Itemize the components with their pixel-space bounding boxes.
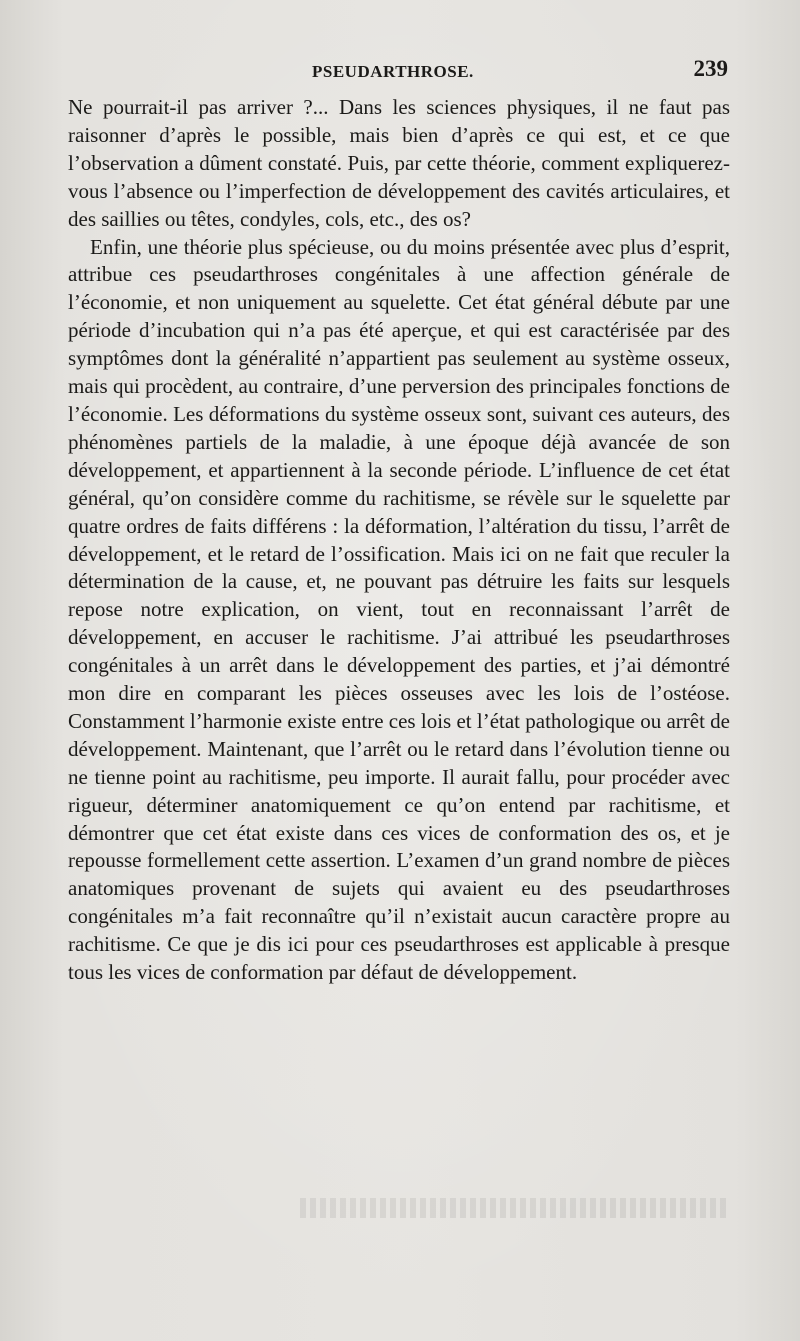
body-text [68, 94, 730, 987]
paragraph-continuation: Ne pourrait-il pas arriver ?... Dans les sciences physiques, il ne faut pas raisonner d’après le possible, mais bien d’après ce qui est, et ce que l’observation a dûment constaté. Puis, par cette théorie, comment expliquerez-vous l’absence ou l’imperfection de développement des cavités articulaires, et des saillies ou têtes, condyles, cols, etc., des os? [68, 95, 730, 231]
page-number: 239 [693, 56, 728, 81]
show-through-text [300, 1198, 730, 1218]
paragraph-theory-rachitisme: Enfin, une théorie plus spécieuse, ou du moins présentée avec plus d’esprit, attribue ces pseudarthroses congénitales à une affection générale de l’économie, et non uniquement au squelette. Cet état général débute par une période d’incubation qui n’a pas été aperçue, et qui est caractérisée par des symptômes dont la généralité n’appartient pas seulement au système osseux, mais qui procèdent, au contraire, d’une perversion des principales fonctions de l’économie. Les déformations du système osseux sont, suivant ces auteurs, des phénomènes partiels de la maladie, à une époque déjà avancée de son développement, et appartiennent à la seconde période. L’influence de cet état général, qu’on considère comme du rachitisme, se révèle sur le squelette par quatre ordres de faits différens : la déformation, l’altération du tissu, l’arrêt de développement, et le retard de l’ossification. Mais ici on ne fait que reculer la détermination de la cause, et, ne pouvant pas détruire les faits sur lesquels repose notre explication, on vient, tout en reconnaissant l’arrêt de développement, en accuser le rachitisme. J’ai attribué les pseudarthroses congénitales à un arrêt dans le développement des parties, et j’ai démontré mon dire en comparant les pièces osseuses avec les lois de l’ostéose. Constamment l’harmonie existe entre ces lois et l’état pathologique ou arrêt de développement. Maintenant, que l’arrêt ou le retard dans l’évolution tienne ou ne tienne point au rachitisme, peu importe. Il aurait fallu, pour procéder avec rigueur, déterminer anatomiquement ce qu’on entend par rachitisme, et démontrer que cet état existe dans ces vices de conformation des os, et je repousse formellement cette assertion. L’examen d’un grand nombre de pièces anatomiques provenant de sujets qui avaient eu des pseudarthroses congénitales m’a fait reconnaître qu’il n’existait aucun caractère propre au rachitisme. Ce que je dis ici pour ces pseudarthroses est applicable à presque tous les vices de conformation par défaut de développement. [68, 234, 730, 985]
page-header [68, 56, 730, 90]
running-head: PSEUDARTHROSE. [312, 62, 474, 81]
